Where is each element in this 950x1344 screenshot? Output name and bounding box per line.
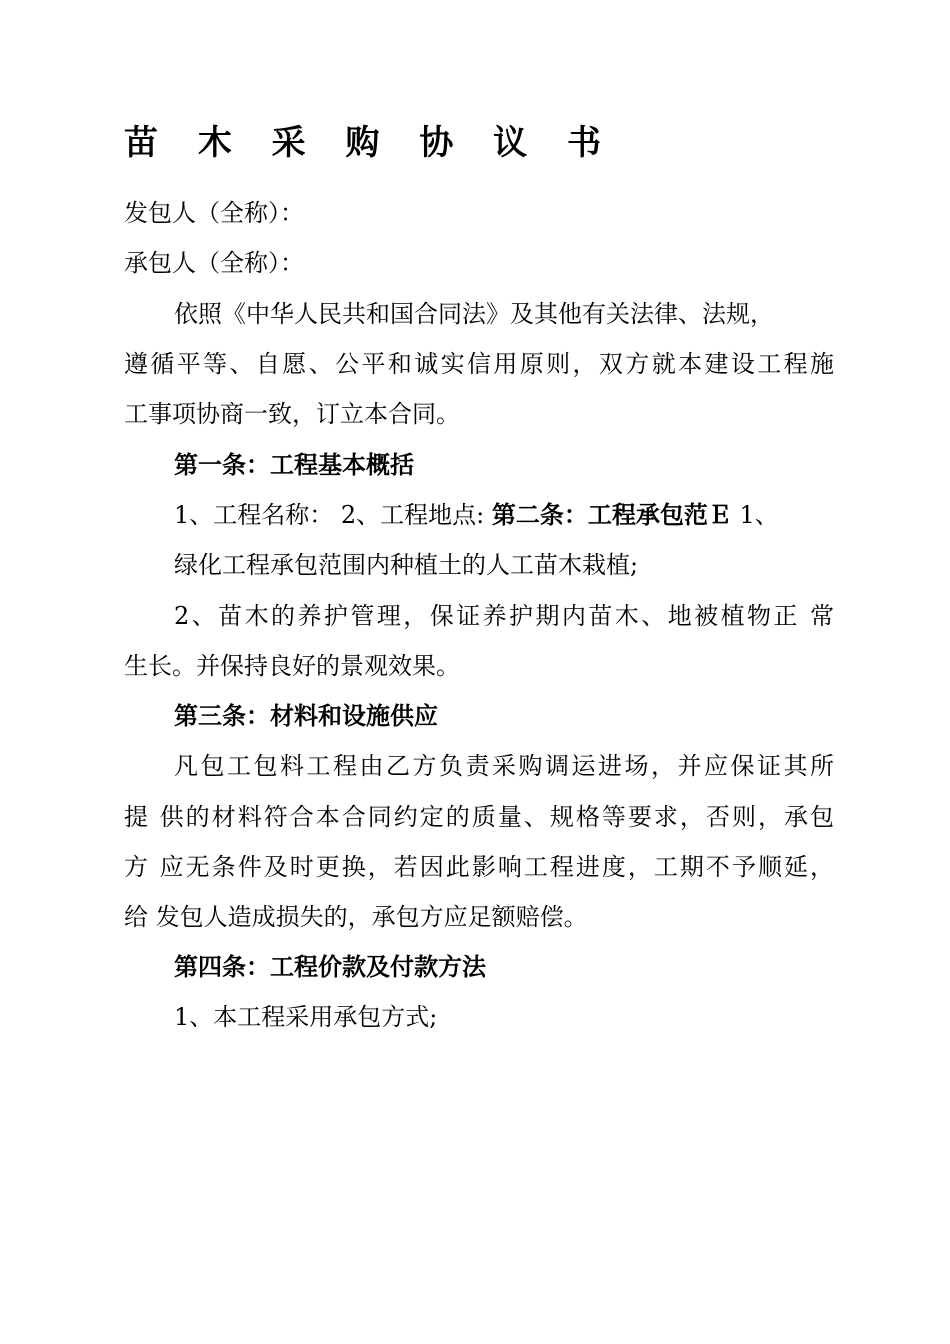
document-title: 苗 木 采 购 协 议 书	[124, 123, 616, 163]
scope-line-3: 生长。并保持良好的景观效果。	[124, 652, 460, 680]
party-a-label: 发包人（全称）：	[124, 199, 304, 227]
article-3-line-3: 方 应无条件及时更换，若因此影响工程进度，工期不予顺延，	[124, 853, 834, 881]
article-1-heading: 第一条：工程基本概括	[174, 451, 414, 479]
article-4-line-1: 1、本工程采用承包方式;	[174, 1003, 438, 1031]
article-4-heading: 第四条：工程价款及付款方法	[174, 953, 486, 981]
article-3-line-2: 提 供的材料符合本合同约定的质量、规格等要求，否则，承包	[124, 803, 834, 831]
party-b-label: 承包人（全称）：	[124, 249, 304, 277]
article-3-line-4: 给 发包人造成损失的，承包方应足额赔偿。	[124, 903, 588, 931]
intro-line-3: 工事项协商一致，订立本合同。	[124, 400, 460, 428]
article-3-heading: 第三条：材料和设施供应	[174, 702, 438, 730]
scope-line-1: 绿化工程承包范围内种植土的人工苗木栽植;	[174, 551, 639, 579]
project-name-location-text: 1、工程名称： 2、工程地点:	[174, 501, 492, 529]
article-2-item-number: 1、	[731, 501, 779, 529]
article-1-line	[174, 498, 834, 532]
intro-line-1: 依照《中华人民共和国合同法》及其他有关法律、法规，	[174, 300, 774, 328]
scope-line-2: 2、苗木的养护管理，保证养护期内苗木、地被植物正 常	[174, 602, 834, 630]
article-2-heading: 第二条：工程承包范Ｅ	[491, 501, 732, 529]
intro-line-2: 遵循平等、自愿、公平和诚实信用原则，双方就本建设工程施	[124, 350, 834, 378]
article-3-line-1: 凡包工包料工程由乙方负责采购调运进场，并应保证其所	[174, 752, 834, 780]
